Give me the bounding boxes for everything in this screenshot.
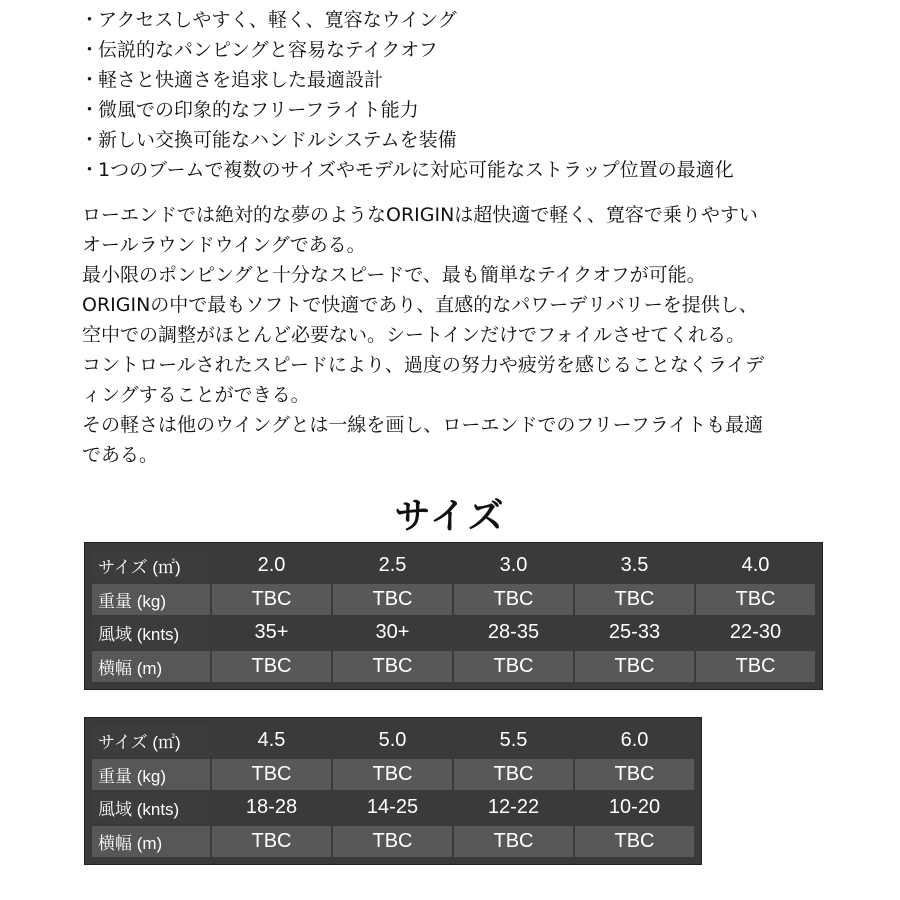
weight-row bbox=[92, 759, 694, 791]
row-label-weight: 重量 (kg) bbox=[92, 584, 210, 616]
wind-range-cell: 10-20 bbox=[575, 792, 694, 824]
description-line: ローエンドでは絶対的な夢のようなORIGINは超快適で軽く、寛容で乗りやすい bbox=[82, 204, 758, 226]
size-spec-table-2 bbox=[85, 718, 701, 864]
size-cell: 6.0 bbox=[575, 725, 694, 757]
weight-cell: TBC bbox=[575, 584, 694, 616]
wind-range-row bbox=[92, 617, 815, 649]
weight-cell: TBC bbox=[696, 584, 815, 616]
weight-cell: TBC bbox=[212, 759, 331, 791]
feature-item: ・伝説的なパンピングと容易なテイクオフ bbox=[80, 39, 438, 61]
product-description bbox=[82, 200, 842, 470]
width-cell: TBC bbox=[212, 651, 331, 683]
description-line: その軽さは他のウイングとは一線を画し、ローエンドでのフリーフライトも最適 bbox=[82, 414, 764, 436]
description-line: 最小限のポンピングと十分なスピードで、最も簡単なテイクオフが可能。 bbox=[82, 264, 706, 286]
feature-item: ・1つのブームで複数のサイズやモデルに対応可能なストラップ位置の最適化 bbox=[80, 159, 734, 181]
size-row bbox=[92, 725, 694, 757]
size-cell: 2.5 bbox=[333, 550, 452, 582]
row-label-size: サイズ (㎡) bbox=[92, 725, 210, 757]
feature-item: ・微風での印象的なフリーフライト能力 bbox=[80, 99, 419, 121]
feature-item: ・軽さと快適さを追求した最適設計 bbox=[80, 69, 384, 91]
description-line: ORIGINの中で最もソフトで快適であり、直感的なパワーデリバリーを提供し、 bbox=[82, 294, 758, 316]
wind-range-cell: 28-35 bbox=[454, 617, 573, 649]
wind-range-cell: 14-25 bbox=[333, 792, 452, 824]
feature-list bbox=[80, 5, 734, 185]
size-cell: 5.5 bbox=[454, 725, 573, 757]
wind-range-cell: 22-30 bbox=[696, 617, 815, 649]
feature-item: ・アクセスしやすく、軽く、寛容なウイング bbox=[80, 9, 457, 31]
width-cell: TBC bbox=[454, 826, 573, 858]
weight-cell: TBC bbox=[212, 584, 331, 616]
size-cell: 4.5 bbox=[212, 725, 331, 757]
width-cell: TBC bbox=[333, 651, 452, 683]
weight-row bbox=[92, 584, 815, 616]
wind-range-row bbox=[92, 792, 694, 824]
wind-range-cell: 35+ bbox=[212, 617, 331, 649]
row-label-wind-range: 風域 (knts) bbox=[92, 617, 210, 649]
size-cell: 2.0 bbox=[212, 550, 331, 582]
weight-cell: TBC bbox=[575, 759, 694, 791]
description-line: 空中での調整がほとんど必要ない。シートインだけでフォイルさせてくれる。 bbox=[82, 324, 746, 346]
description-line: である。 bbox=[82, 444, 159, 466]
size-cell: 5.0 bbox=[333, 725, 452, 757]
row-label-wind-range: 風域 (knts) bbox=[92, 792, 210, 824]
row-label-weight: 重量 (kg) bbox=[92, 759, 210, 791]
wind-range-cell: 30+ bbox=[333, 617, 452, 649]
width-cell: TBC bbox=[454, 651, 573, 683]
feature-item: ・新しい交換可能なハンドルシステムを装備 bbox=[80, 129, 457, 151]
size-cell: 3.0 bbox=[454, 550, 573, 582]
width-cell: TBC bbox=[575, 651, 694, 683]
row-label-width: 横幅 (m) bbox=[92, 651, 210, 683]
row-label-width: 横幅 (m) bbox=[92, 826, 210, 858]
description-line: ィングすることができる。 bbox=[82, 384, 310, 406]
description-line: オールラウンドウイングである。 bbox=[82, 234, 366, 256]
weight-cell: TBC bbox=[333, 759, 452, 791]
size-spec-table-1 bbox=[85, 543, 822, 689]
wind-range-cell: 25-33 bbox=[575, 617, 694, 649]
row-label-size: サイズ (㎡) bbox=[92, 550, 210, 582]
width-cell: TBC bbox=[212, 826, 331, 858]
size-section-title: サイズ bbox=[394, 496, 506, 537]
wind-range-cell: 18-28 bbox=[212, 792, 331, 824]
weight-cell: TBC bbox=[333, 584, 452, 616]
weight-cell: TBC bbox=[454, 759, 573, 791]
size-row bbox=[92, 550, 815, 582]
width-cell: TBC bbox=[333, 826, 452, 858]
width-cell: TBC bbox=[575, 826, 694, 858]
width-row bbox=[92, 651, 815, 683]
size-cell: 3.5 bbox=[575, 550, 694, 582]
wind-range-cell: 12-22 bbox=[454, 792, 573, 824]
width-row bbox=[92, 826, 694, 858]
width-cell: TBC bbox=[696, 651, 815, 683]
size-cell: 4.0 bbox=[696, 550, 815, 582]
weight-cell: TBC bbox=[454, 584, 573, 616]
description-line: コントロールされたスピードにより、過度の努力や疲労を感じることなくライデ bbox=[82, 354, 765, 376]
